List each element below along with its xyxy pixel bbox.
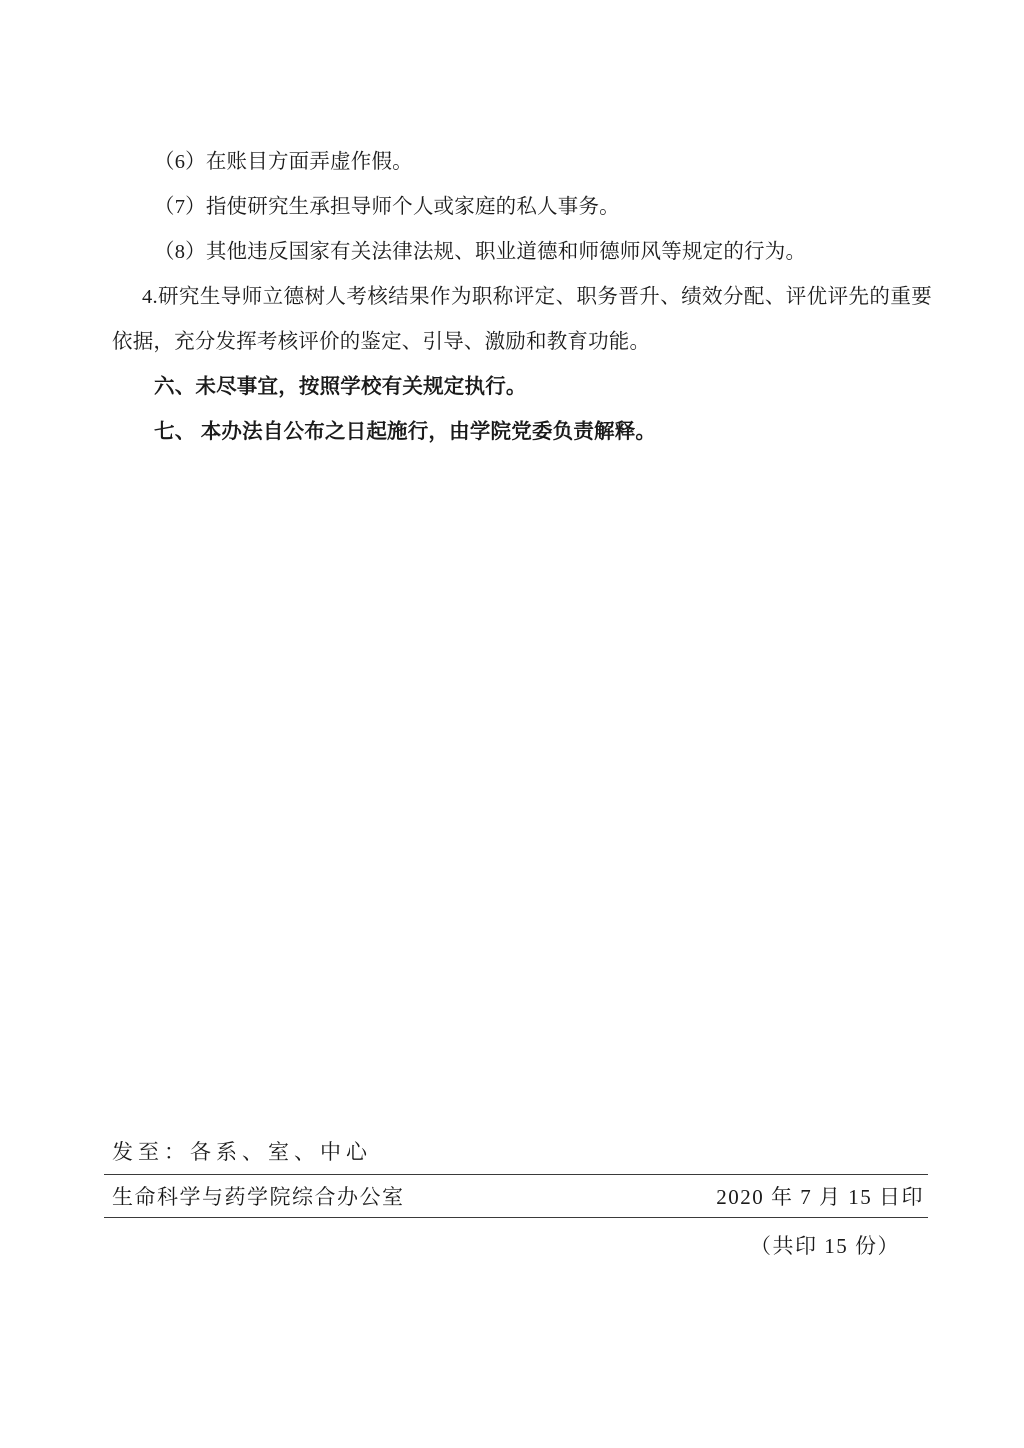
- footer-issuing-unit: 生命科学与药学院综合办公室: [112, 1185, 405, 1209]
- paragraph-item-7: （7）指使研究生承担导师个人或家庭的私人事务。: [154, 196, 620, 218]
- paragraph-item-6: （6）在账目方面弄虚作假。: [154, 151, 413, 173]
- paragraph-section-7: 七、 本办法自公布之日起施行，由学院党委负责解释。: [154, 421, 657, 443]
- paragraph-clause-4: 4.研究生导师立德树人考核结果作为职称评定、职务晋升、绩效分配、评优评先的重要依据，充分发挥考核评价的鉴定、引导、激励和教育功能。: [112, 286, 932, 353]
- document-footer: [104, 1136, 928, 1260]
- footer-unit-date-row: [104, 1175, 928, 1211]
- paragraph-section-6: 六、未尽事宜，按照学校有关规定执行。: [154, 376, 527, 398]
- footer-print-date: 2020 年 7 月 15 日印: [716, 1185, 924, 1209]
- footer-copies: （共印 15 份）: [750, 1234, 900, 1258]
- paragraph-item-8: （8）其他违反国家有关法律法规、职业道德和师德师风等规定的行为。: [154, 241, 807, 263]
- footer-distribution: 发至：各系、室、中心: [112, 1140, 372, 1164]
- document-body: [112, 140, 932, 455]
